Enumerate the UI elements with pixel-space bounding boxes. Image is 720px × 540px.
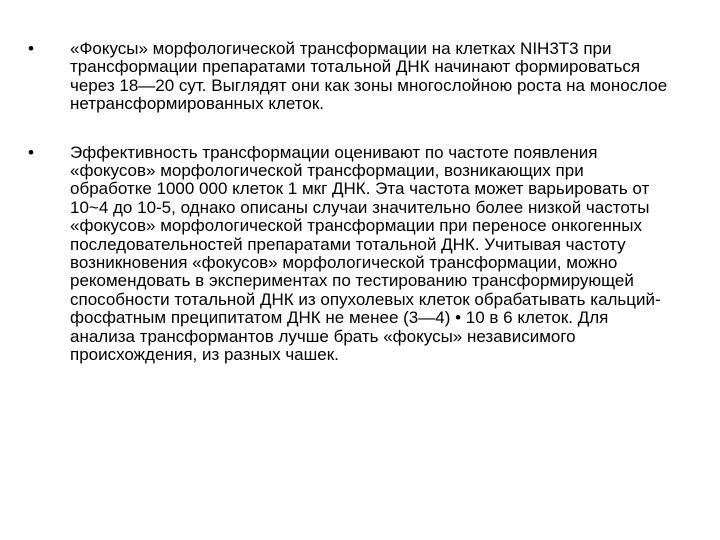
bullet-item-foci-timing bbox=[28, 40, 668, 114]
bullet-text: «Фокусы» морфологической трансформации на клетках NIH3T3 при трансформации препаратами тотальной ДНК начинают формироваться через 18—20 сут. Выглядят они как зоны многослойною роста на монослое нетрансформированных клеток. bbox=[70, 39, 668, 114]
bullet-marker: • bbox=[28, 39, 34, 58]
bullet-marker: • bbox=[28, 142, 34, 162]
bullet-text: Эффективность трансформации оценивают по частоте появления «фокусов» морфологической трансформации, возникающих при обработке 1000 000 клеток 1 мкг ДНК. Эта частота может варьировать от 10~4 до 10-5, однако описаны случаи значительно более низкой частоты «фокусов» морфологической трансформации при переносе онкогенных последовательностей препаратами тотальной ДНК. Учитывая частоту возникновения «фокусов» морфологической трансформации, можно рекомендовать в экспериментах по тестированию трансформирующей способности тотальной ДНК из опухолевых клеток обрабатывать кальций-фосфатным преципитатом ДНК не менее (3—4) • 10 в 6 клеток. Для анализа трансформантов лучше брать «фокусы» независимого происхождения, из разных чашек. bbox=[70, 142, 661, 365]
bullet-list bbox=[28, 40, 668, 365]
bullet-item-transformation-efficiency bbox=[28, 144, 668, 365]
